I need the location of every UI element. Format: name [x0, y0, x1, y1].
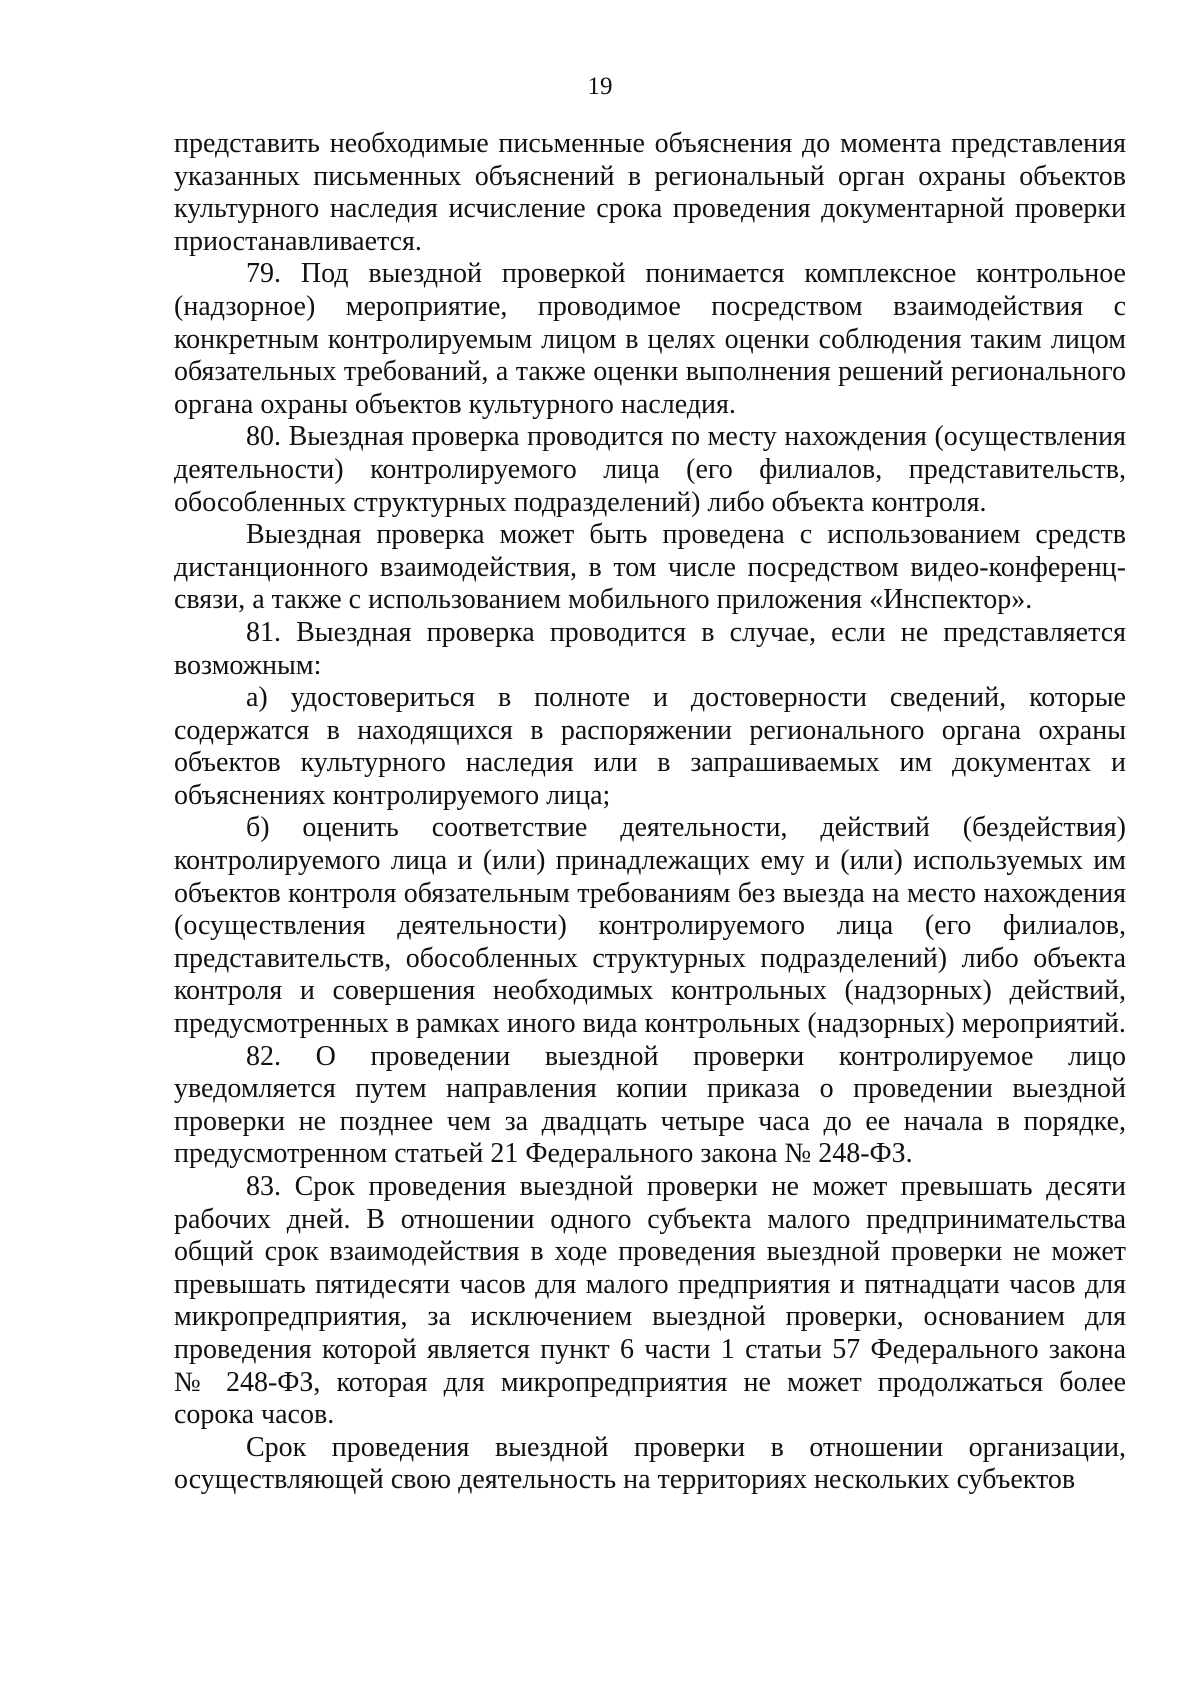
- document-body: [174, 128, 1126, 1497]
- paragraph-81-a: а) удостовериться в полноте и достоверности сведений, которые содержатся в находящихся в распоряжении регионального органа охраны объектов культурного наследия или в запрашиваемых им документах и объяснениях контролируемого лица;: [174, 682, 1126, 811]
- paragraph-80: 80. Выездная проверка проводится по месту нахождения (осуществления деятельности) контролируемого лица (его филиалов, представительств, обособленных структурных подразделений) либо объекта контроля.: [174, 421, 1126, 518]
- paragraph-82: 82. О проведении выездной проверки контролируемое лицо уведомляется путем направления копии приказа о проведении выездной проверки не позднее чем за двадцать четыре часа до ее начала в порядке, предусмотренном статьей 21 Федерального закона № 248-ФЗ.: [174, 1040, 1126, 1170]
- paragraph-83-multi-region: Срок проведения выездной проверки в отношении организации, осуществляющей свою деятельность на территориях нескольких субъектов: [174, 1431, 1126, 1496]
- paragraph-81: 81. Выездная проверка проводится в случае, если не представляется возможным:: [174, 616, 1126, 681]
- page-number: 19: [587, 73, 613, 100]
- paragraph-81-b: б) оценить соответствие деятельности, действий (бездействия) контролируемого лица и (или) принадлежащих ему и (или) используемых им объектов контроля обязательным требованиям без выезда на место нахождения (осуществления деятельности) контролируемого лица (его филиалов, представительств, обособленных структурных подразделений) либо объекта контроля и совершения необходимых контрольных (надзорных) действий, предусмотренных в рамках иного вида контрольных (надзорных) мероприятий.: [174, 812, 1126, 1040]
- paragraph-79: 79. Под выездной проверкой понимается комплексное контрольное (надзорное) мероприятие, проводимое посредством взаимодействия с конкретным контролируемым лицом в целях оценки соблюдения таким лицом обязательных требований, а также оценки выполнения решений регионального органа охраны объектов культурного наследия.: [174, 258, 1126, 420]
- paragraph-continuation: представить необходимые письменные объяснения до момента представления указанных письменных объяснений в региональный орган охраны объектов культурного наследия исчисление срока проведения документарной проверки приостанавливается.: [174, 128, 1126, 257]
- paragraph-80-remote: Выездная проверка может быть проведена с использованием средств дистанционного взаимодействия, в том числе посредством видео-конференц-связи, а также с использованием мобильного приложения «Инспектор».: [174, 519, 1126, 616]
- paragraph-83: 83. Срок проведения выездной проверки не может превышать десяти рабочих дней. В отношении одного субъекта малого предпринимательства общий срок взаимодействия в ходе проведения выездной проверки не может превышать пятидесяти часов для малого предприятия и пятнадцати часов для микропредприятия, за исключением выездной проверки, основанием для проведения которой является пункт 6 части 1 статьи 57 Федерального закона № 248-ФЗ, которая для микропредприятия не может продолжаться более сорока часов.: [174, 1171, 1126, 1431]
